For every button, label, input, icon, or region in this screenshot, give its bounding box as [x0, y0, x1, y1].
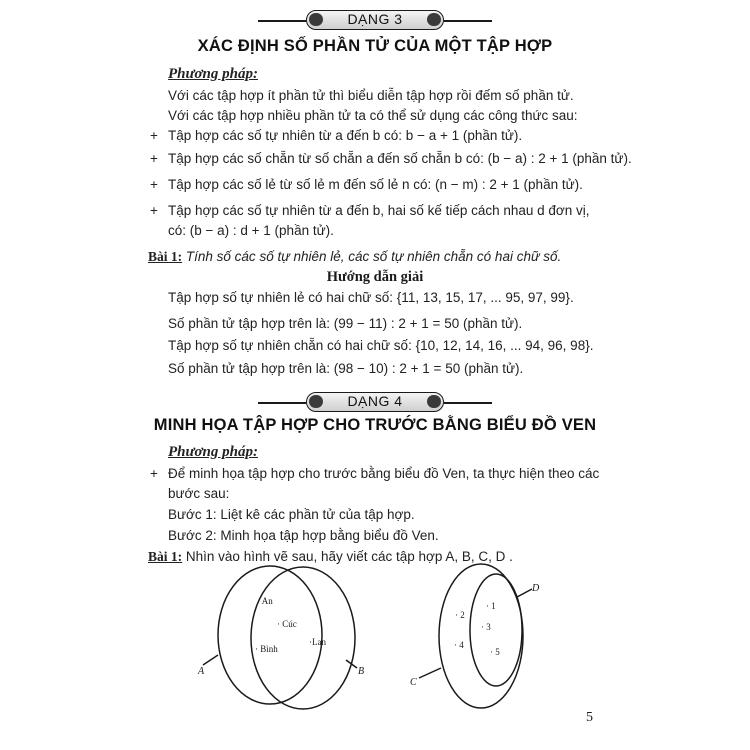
- dang4-step-2: Bước 2: Minh họa tập hợp bằng biểu đồ Ven.: [168, 528, 439, 543]
- element-cuc: · Cúc: [277, 619, 297, 629]
- set-d-pointer: [517, 589, 532, 597]
- bullet-plus: +: [150, 151, 158, 166]
- bullet-plus: +: [150, 203, 158, 218]
- dang3-intro-2: Với các tập hợp nhiều phần tử ta có thể sử dụng các công thức sau:: [168, 108, 578, 123]
- bullet-plus: +: [150, 128, 158, 143]
- solution-heading: Hướng dẫn giải: [326, 269, 424, 285]
- solution-even-set: Tập hợp số tự nhiên chẵn có hai chữ số: {10, 12, 14, 16, ... 94, 96, 98}.: [168, 338, 594, 353]
- formula-step-d-line1: Tập hợp các số tự nhiên từ a đến b, hai số kế tiếp cách nhau d đơn vị,: [168, 203, 590, 218]
- set-a-pointer: [203, 655, 218, 665]
- formula-step-d-line2: có: (b − a) : d + 1 (phần tử).: [168, 223, 334, 238]
- venn-diagram-1: [203, 566, 357, 709]
- formula-odd: Tập hợp các số lẻ từ số lẻ m đến số lẻ n có: (n − m) : 2 + 1 (phần tử).: [168, 177, 583, 192]
- set-b-pointer: [346, 660, 357, 668]
- set-label-c: C: [410, 677, 417, 688]
- set-label-a: A: [198, 666, 205, 677]
- element-4: · 4: [454, 640, 464, 650]
- element-5: · 5: [490, 647, 500, 657]
- bullet-plus: +: [150, 177, 158, 192]
- set-label-d: D: [532, 583, 540, 594]
- set-a-ellipse: [218, 566, 322, 704]
- dang4-intro-line1: Để minh họa tập hợp cho trước bằng biểu đồ Ven, ta thực hiện theo các: [168, 466, 600, 481]
- venn-diagram-2: [419, 564, 532, 708]
- formula-even: Tập hợp các số chẵn từ số chẵn a đến số chẵn b có: (b − a) : 2 + 1 (phần tử).: [168, 151, 632, 166]
- set-c-pointer: [419, 668, 441, 678]
- element-lan: ·Lan: [309, 637, 326, 647]
- set-label-b: B: [358, 666, 365, 677]
- solution-odd-set: Tập hợp số tự nhiên lẻ có hai chữ số: {11, 13, 15, 17, ... 95, 97, 99}.: [168, 290, 574, 305]
- set-d-ellipse: [470, 574, 522, 686]
- solution-even-count: Số phần tử tập hợp trên là: (98 − 10) : 2 + 1 = 50 (phần tử).: [168, 361, 524, 376]
- dang4-banner-label: DẠNG 4: [347, 393, 403, 409]
- exercise-text: Tính số các số tự nhiên lẻ, các số tự nhiên chẵn có hai chữ số.: [185, 249, 562, 264]
- exercise-label: Bài 1:: [148, 249, 183, 264]
- exercise-text: Nhìn vào hình vẽ sau, hãy viết các tập hợp A, B, C, D .: [185, 549, 513, 564]
- element-2: · 2: [455, 610, 465, 620]
- solution-odd-count: Số phần tử tập hợp trên là: (99 − 11) : 2 + 1 = 50 (phần tử).: [168, 316, 523, 331]
- bullet-plus: +: [150, 466, 158, 481]
- dang3-intro-1: Với các tập hợp ít phần tử thì biểu diễn tập hợp rồi đếm số phần tử.: [168, 88, 574, 103]
- dang3-banner-label: DẠNG 3: [347, 11, 403, 27]
- page-number: 5: [586, 710, 593, 725]
- dang4-intro-line2: bước sau:: [168, 486, 230, 501]
- element-1: · 1: [486, 601, 496, 611]
- dang4-method-label: Phương pháp:: [168, 444, 258, 460]
- exercise-label: Bài 1:: [148, 549, 183, 564]
- set-c-ellipse: [439, 564, 523, 708]
- element-binh: · Bình: [255, 644, 278, 654]
- element-3: · 3: [481, 622, 491, 632]
- formula-consecutive: Tập hợp các số tự nhiên từ a đến b có: b − a + 1 (phần tử).: [168, 128, 523, 143]
- dang3-method-label: Phương pháp:: [168, 66, 258, 82]
- dang4-heading: MINH HỌA TẬP HỢP CHO TRƯỚC BẰNG BIỂU ĐỒ VEN: [153, 416, 597, 434]
- element-an: · An: [257, 596, 273, 606]
- dang4-step-1: Bước 1: Liệt kê các phần tử của tập hợp.: [168, 507, 415, 522]
- dang3-heading: XÁC ĐỊNH SỐ PHẦN TỬ CỦA MỘT TẬP HỢP: [197, 37, 553, 55]
